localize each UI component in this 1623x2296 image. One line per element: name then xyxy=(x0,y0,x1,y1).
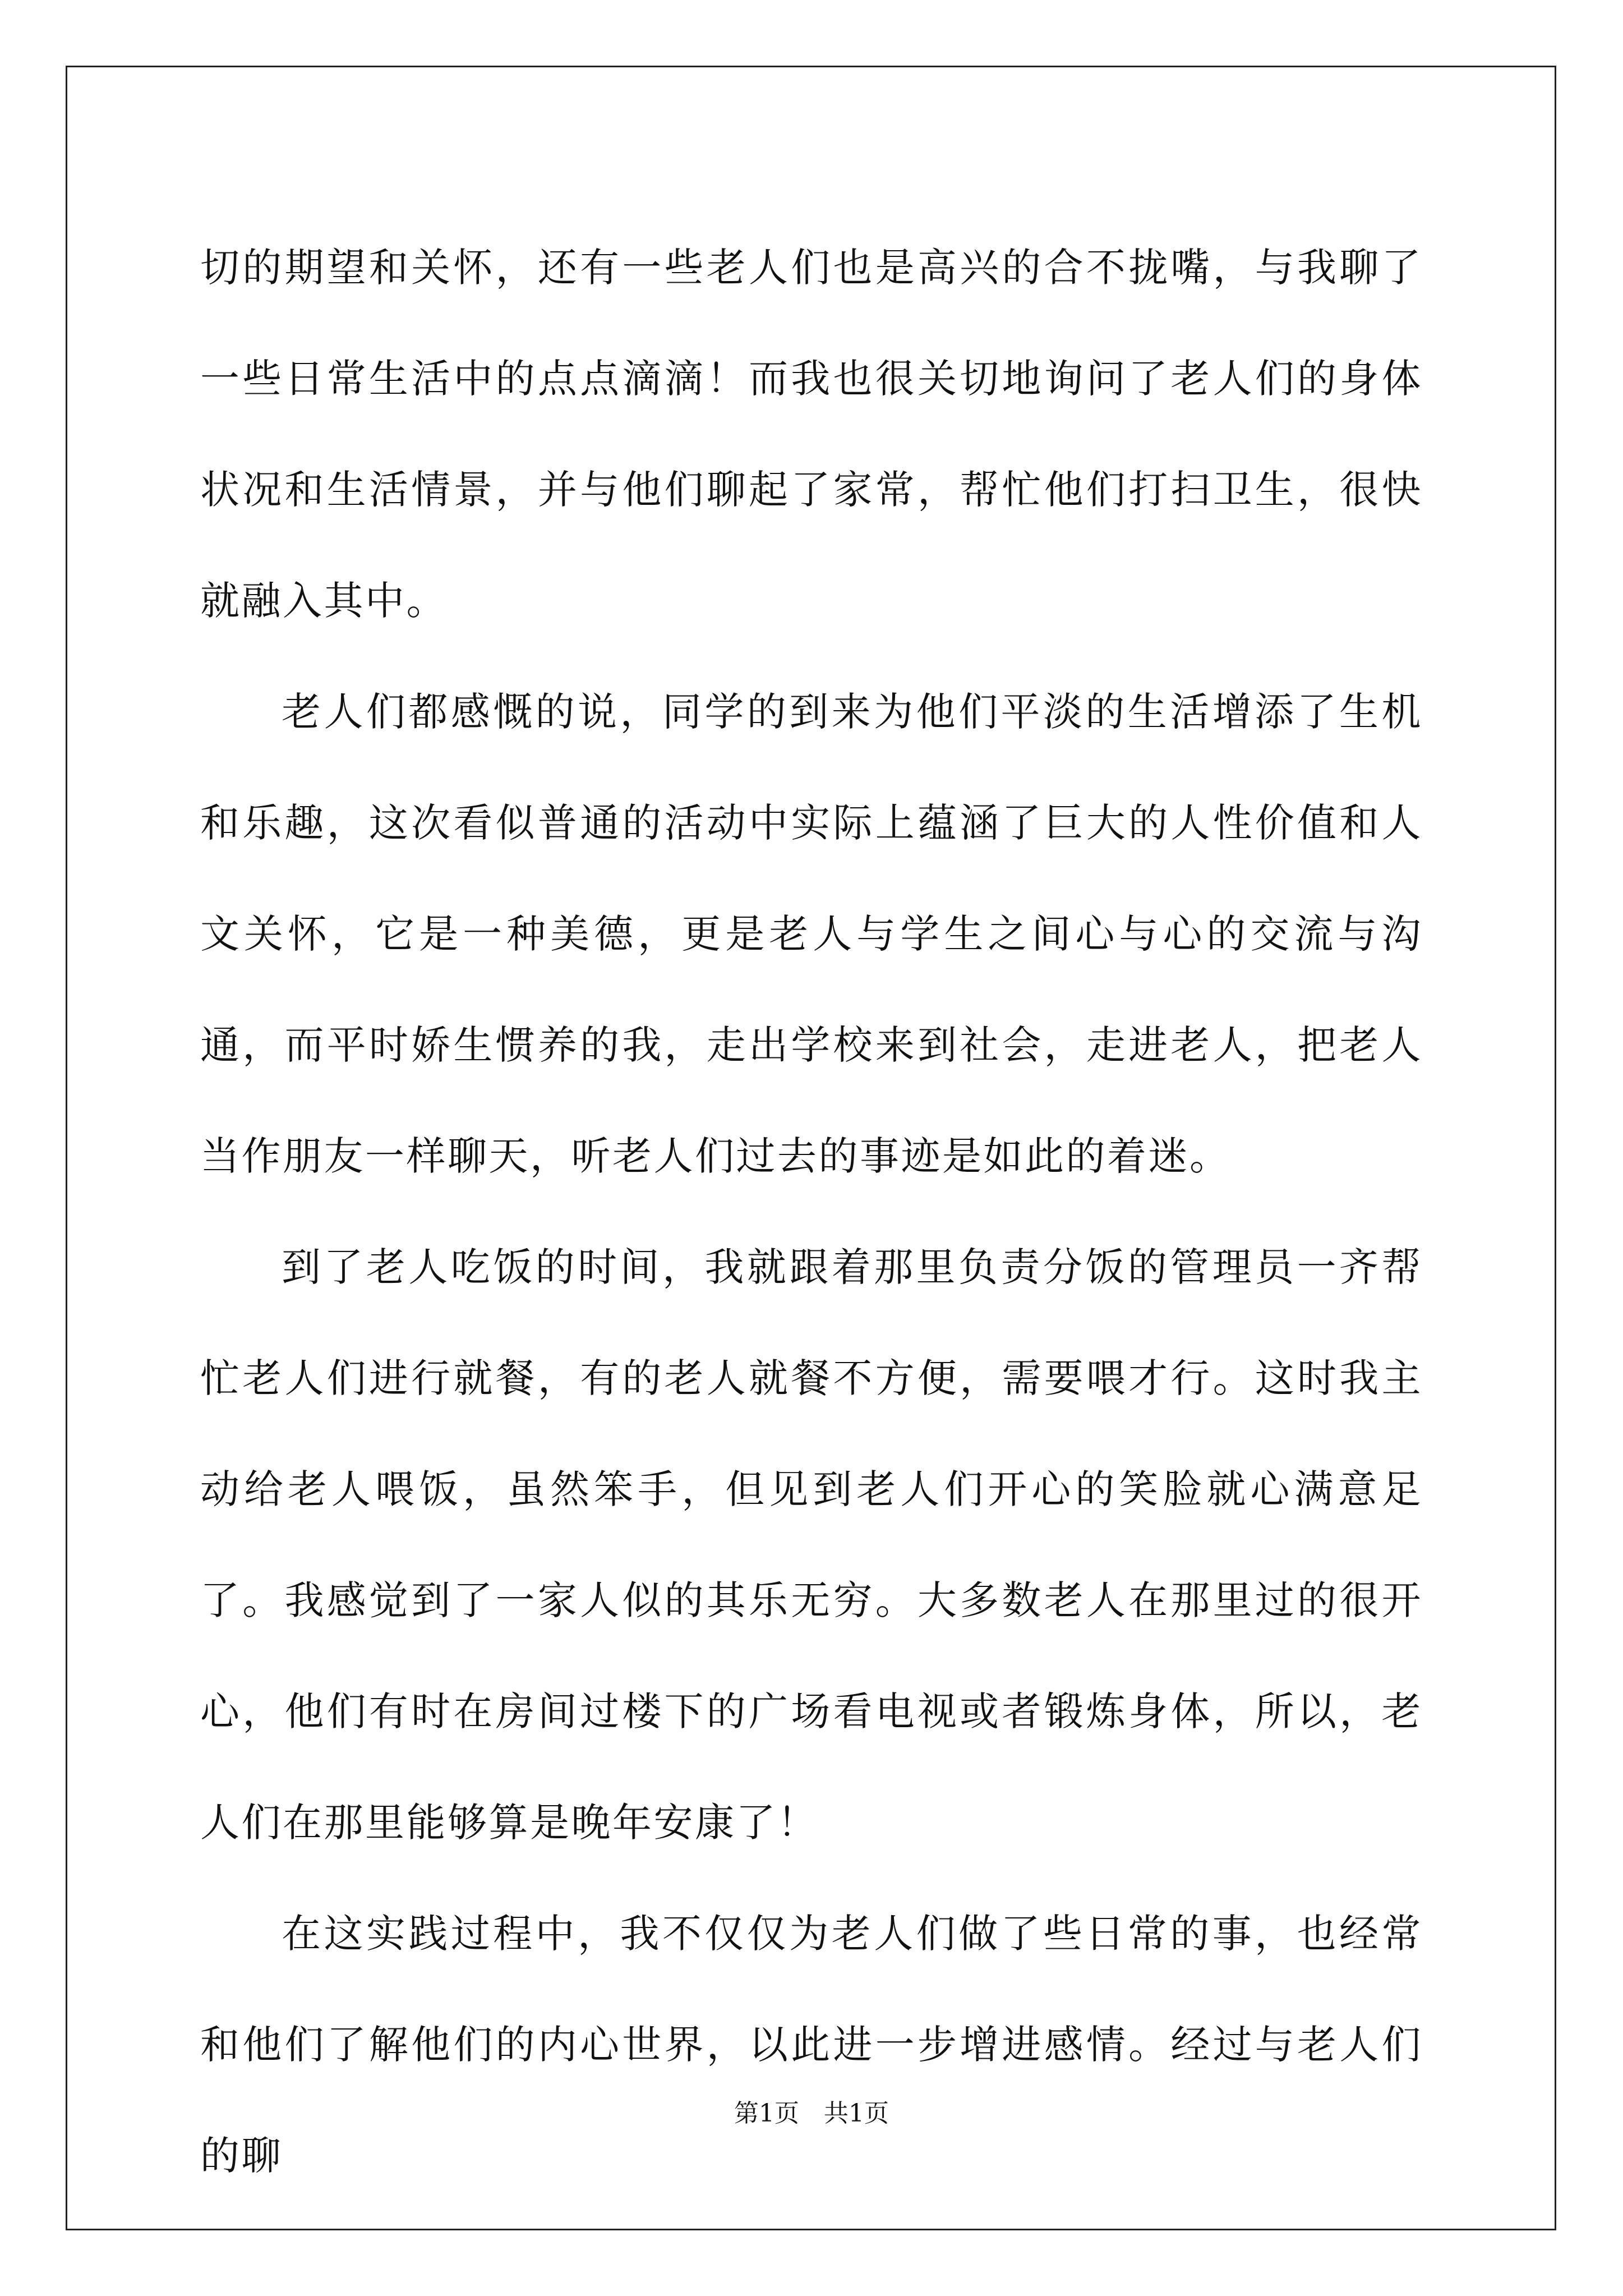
page-footer: 第1页 共1页 xyxy=(734,2099,889,2128)
paragraph-1: 切的期望和关怀，还有一些老人们也是高兴的合不拢嘴，与我聊了一些日常生活中的点点滴滴！而我也很关切地询问了老人们的身体状况和生活情景，并与他们聊起了家常，帮忙他们打扫卫生，很快就融入其中。 xyxy=(200,245,1423,624)
paragraph-2: 老人们都感慨的说，同学的到来为他们平淡的生活增添了生机和乐趣，这次看似普通的活动中实际上蕴涵了巨大的人性价值和人文关怀，它是一种美德，更是老人与学生之间心与心的交流与沟通，而平时娇生惯养的我，走出学校来到社会，走进老人，把老人当作朋友一样聊天，听老人们过去的事迹是如此的着迷。 xyxy=(200,689,1423,1179)
paragraph-4: 在这实践过程中，我不仅仅为老人们做了些日常的事，也经常和他们了解他们的内心世界，以此进一步增进感情。经过与老人们的聊 xyxy=(200,1911,1423,2179)
paragraph-3: 到了老人吃饭的时间，我就跟着那里负责分饭的管理员一齐帮忙老人们进行就餐，有的老人就餐不方便，需要喂才行。这时我主动给老人喂饭，虽然笨手，但见到老人们开心的笑脸就心满意足了。我感觉到了一家人似的其乐无穷。大多数老人在那里过的很开心，他们有时在房间过楼下的广场看电视或者锻炼身体，所以，老人们在那里能够算是晚年安康了！ xyxy=(200,1244,1423,1846)
document-body xyxy=(200,212,1423,2211)
